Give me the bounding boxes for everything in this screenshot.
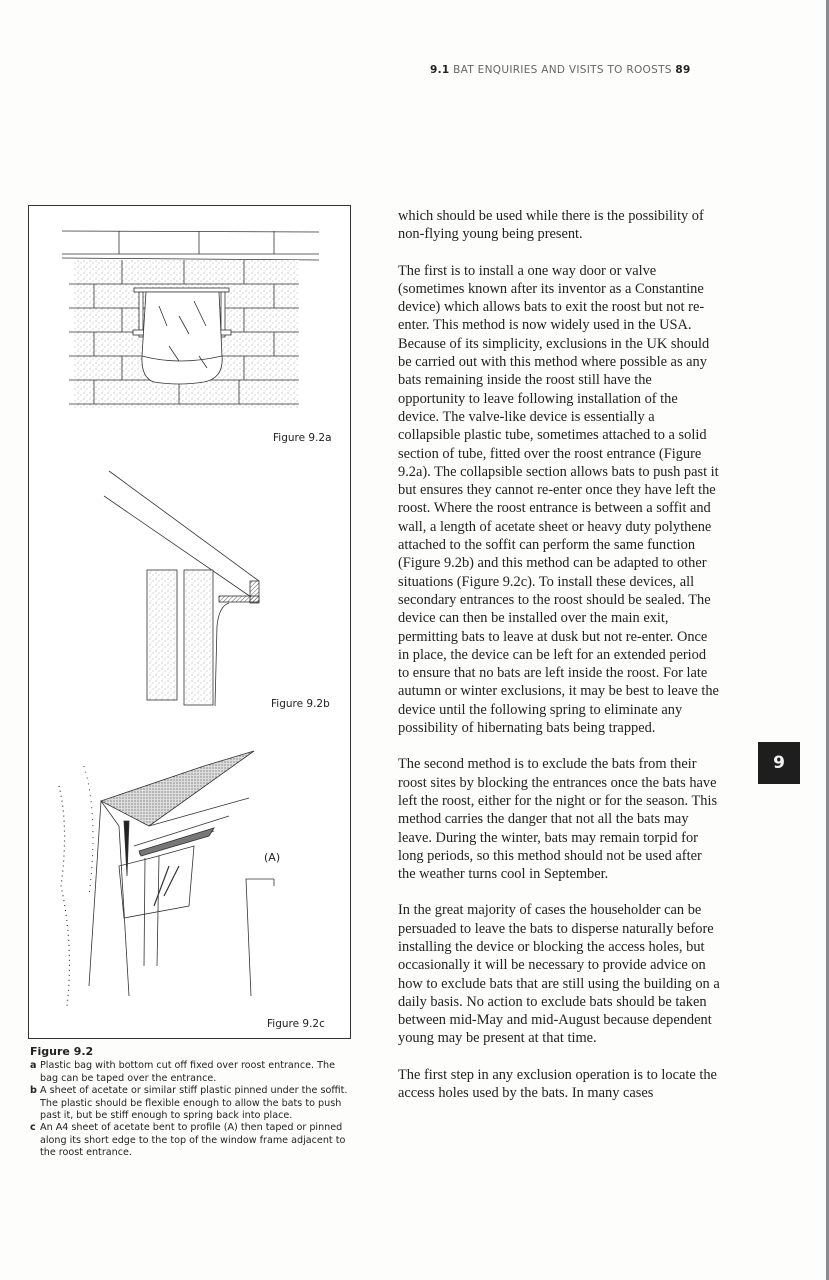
caption-letter: c: [30, 1122, 36, 1134]
page-number: 89: [675, 64, 691, 76]
running-head: [430, 64, 730, 76]
caption-letter: a: [30, 1060, 37, 1072]
paragraph: The second method is to exclude the bats from their roost sites by blocking the entrances once the bats have left the roost, either for the night or for the season. This method carries the danger that not all the bats may leave. During the winter, bats may remain torpid for long periods, so this method should not be used after the weather turns cool in September.: [398, 756, 718, 883]
paragraph: which should be used while there is the possibility of non-flying young being present.: [398, 208, 704, 243]
figure-caption: [30, 1046, 350, 1160]
caption-text: Plastic bag with bottom cut off fixed over roost entrance. The bag can be taped over the entrance.: [40, 1060, 335, 1084]
figure-label-c: Figure 9.2c: [267, 1018, 325, 1030]
figure-illustrations: [29, 206, 352, 1040]
panel-a-drawing: [62, 231, 319, 408]
section-number: 9.1: [430, 64, 450, 76]
caption-text: An A4 sheet of acetate bent to profile (A) then taped or pinned along its short edge to the top of the window frame adjacent to the roost entrance.: [40, 1122, 346, 1159]
section-title: BAT ENQUIRIES AND VISITS TO ROOSTS: [453, 64, 672, 76]
caption-item-c: [30, 1122, 350, 1159]
caption-item-a: [30, 1060, 350, 1085]
figure-label-b: Figure 9.2b: [271, 698, 330, 710]
paragraph: The first is to install a one way door or valve (sometimes known after its inventor as a Constantine device) which allows bats to exit the roost but not re-enter. This method is now widely used in the USA. Because of its simplicity, exclusions in the UK should be carried out with this method where possible as any bats remaining inside the roost still have the opportunity to leave following installation of the device. The valve-like device is essentially a collapsible plastic tube, sometimes attached to a solid section of tube, fitted over the roost entrance (Figure 9.2a). The collapsible section allows bats to push past it but ensures they cannot re-enter once they have left the roost. Where the roost entrance is between a soffit and wall, a length of acetate sheet or heavy duty polythene attached to the soffit can perform the same function (Figure 9.2b) and this method can be adapted to other situations (Figure 9.2c). To install these devices, all secondary entrances to the roost should be sealed. The device can then be installed over the main exit, permitting bats to leave at dusk but not re-enter. Once in place, the device can be left for an extended period to ensure that no bats are left inside the roost. For late autumn or winter exclusions, it may be best to leave the device until the following spring to eliminate any possibility of hibernating bats being trapped.: [398, 262, 719, 737]
caption-text: A sheet of acetate or similar stiff plastic pinned under the soffit. The plastic should be flexible enough to allow the bats to push past it, but be stiff enough to spring back into place.: [40, 1085, 348, 1122]
figure-label-a: Figure 9.2a: [273, 432, 332, 444]
paragraph: The first step in any exclusion operation is to locate the access holes used by the bats. In many cases: [398, 1066, 717, 1102]
figure-9-2: [28, 205, 351, 1039]
caption-title: Figure 9.2: [30, 1045, 94, 1058]
caption-item-b: [30, 1085, 350, 1122]
panel-c-annotation: (A): [264, 851, 281, 864]
caption-letter: b: [30, 1085, 37, 1097]
panel-b-drawing: [104, 471, 259, 706]
panel-c-drawing: [59, 751, 280, 1006]
chapter-tab: 9: [758, 742, 800, 784]
paragraph: In the great majority of cases the householder can be persuaded to leave the bats to disperse naturally before installing the device or blocking the access holes, but occasionally it will be necessary to provide advice on how to exclude bats that are still using the building on a daily basis. No action to exclude bats should be taken between mid-May and mid-August because dependent young may be present at that time.: [398, 902, 720, 1047]
body-text-column: [398, 207, 720, 1120]
